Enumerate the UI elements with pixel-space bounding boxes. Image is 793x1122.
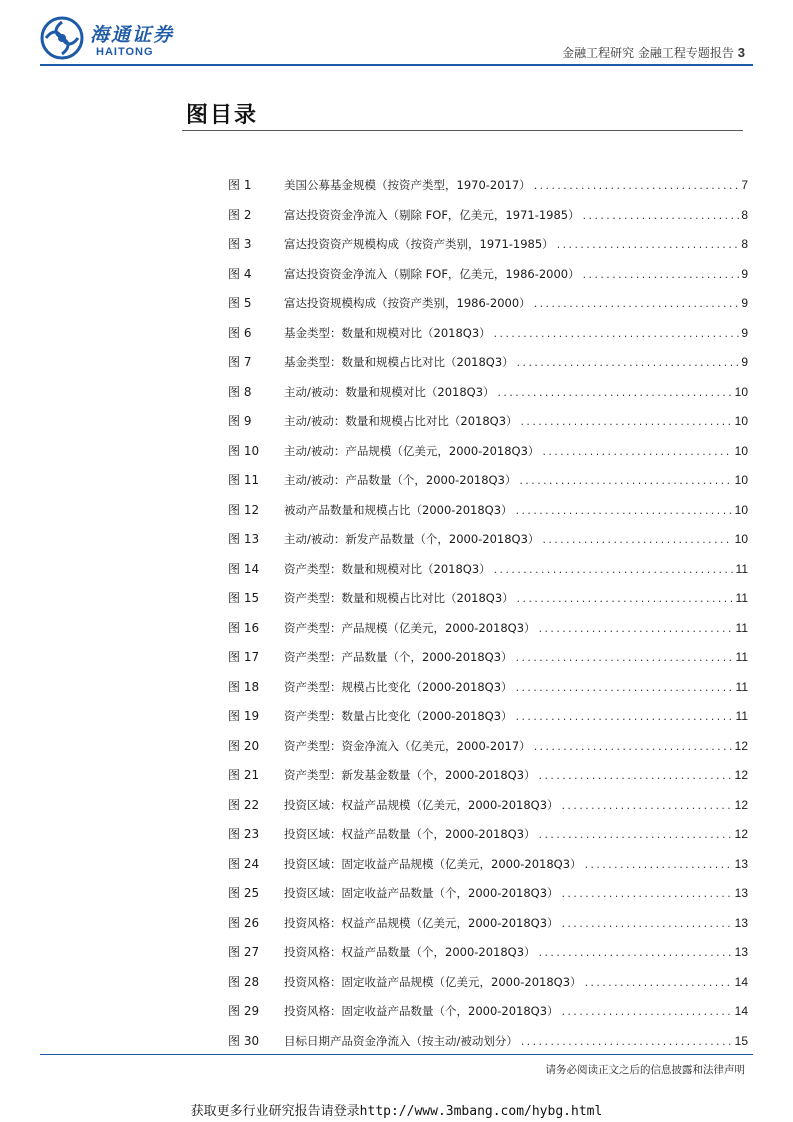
toc-dot-leader bbox=[538, 625, 734, 635]
toc-dot-leader bbox=[533, 743, 733, 753]
toc-page-number: 12 bbox=[734, 797, 748, 812]
toc-dot-leader bbox=[497, 389, 733, 399]
toc-entry[interactable] bbox=[228, 442, 748, 472]
toc-dot-leader bbox=[538, 949, 733, 959]
toc-dot-leader bbox=[493, 566, 734, 576]
toc-page-number: 10 bbox=[734, 384, 748, 399]
toc-dot-leader bbox=[561, 802, 733, 812]
toc-figure-title: 投资区域：权益产品规模（亿美元，2000-2018Q3） bbox=[284, 797, 559, 812]
toc-entry[interactable] bbox=[228, 914, 748, 944]
toc-figure-number: 图 25 bbox=[228, 886, 260, 900]
toc-dot-leader bbox=[516, 359, 740, 369]
toc-figure-title: 投资区域：固定收益产品规模（亿美元，2000-2018Q3） bbox=[284, 856, 582, 871]
toc-entry[interactable] bbox=[228, 206, 748, 236]
toc-dot-leader bbox=[538, 831, 733, 841]
toc-entry[interactable] bbox=[228, 796, 748, 826]
toc-figure-title: 资产类型：产品规模（亿美元，2000-2018Q3） bbox=[284, 620, 536, 635]
toc-dot-leader bbox=[541, 448, 732, 458]
toc-page-number: 13 bbox=[734, 886, 748, 900]
toc-figure-number: 图 5 bbox=[228, 296, 252, 310]
toc-figure-title: 投资风格：固定收益产品数量（个，2000-2018Q3） bbox=[284, 1004, 559, 1018]
toc-page-number: 13 bbox=[734, 856, 748, 871]
toc-figure-title: 富达投资规模构成（按资产类别，1986-2000） bbox=[284, 296, 531, 310]
toc-entry[interactable] bbox=[228, 825, 748, 855]
toc-entry[interactable] bbox=[228, 884, 748, 914]
logo-english-name: HAITONG bbox=[96, 46, 154, 58]
toc-entry[interactable] bbox=[228, 265, 748, 295]
toc-entry[interactable] bbox=[228, 294, 748, 324]
toc-figure-number: 图 8 bbox=[228, 384, 252, 399]
toc-page-number: 10 bbox=[734, 502, 748, 517]
toc-dot-leader bbox=[584, 979, 733, 989]
toc-figure-title: 被动产品数量和规模占比（2000-2018Q3） bbox=[284, 502, 513, 517]
header-divider bbox=[40, 64, 753, 66]
toc-figure-number: 图 12 bbox=[228, 502, 260, 517]
download-link-text[interactable]: 获取更多行业研究报告请登录http://www.3mbang.com/hybg.html bbox=[190, 1104, 603, 1119]
toc-figure-number: 图 16 bbox=[228, 620, 260, 635]
toc-figure-title: 主动/被动：产品规模（亿美元，2000-2018Q3） bbox=[284, 443, 540, 458]
toc-dot-leader bbox=[533, 300, 740, 310]
toc-figure-number: 图 18 bbox=[228, 679, 260, 694]
toc-entry[interactable] bbox=[228, 560, 748, 590]
toc-page-number: 14 bbox=[734, 1004, 748, 1018]
toc-figure-title: 资产类型：资金净流入（亿美元，2000-2017） bbox=[284, 738, 531, 753]
toc-figure-number: 图 10 bbox=[228, 443, 260, 458]
toc-dot-leader bbox=[515, 713, 734, 723]
toc-page-number: 11 bbox=[735, 620, 748, 635]
toc-entry[interactable] bbox=[228, 619, 748, 649]
toc-page-number: 12 bbox=[734, 827, 748, 841]
toc-dot-leader bbox=[533, 182, 740, 192]
toc-dot-leader bbox=[516, 595, 734, 605]
toc-figure-number: 图 17 bbox=[228, 650, 260, 664]
toc-page-number: 10 bbox=[734, 473, 748, 487]
toc-figure-number: 图 6 bbox=[228, 325, 252, 340]
running-header bbox=[562, 44, 745, 61]
toc-page-number: 8 bbox=[741, 207, 748, 222]
toc-figure-title: 目标日期产品资金净流入（按主动/被动划分） bbox=[284, 1033, 518, 1048]
toc-figure-title: 投资区域：权益产品数量（个，2000-2018Q3） bbox=[284, 827, 536, 841]
toc-figure-number: 图 2 bbox=[228, 207, 252, 222]
toc-figure-title: 主动/被动：新发产品数量（个，2000-2018Q3） bbox=[284, 532, 540, 546]
toc-figure-number: 图 24 bbox=[228, 856, 260, 871]
toc-figure-title: 主动/被动：产品数量（个，2000-2018Q3） bbox=[284, 473, 517, 487]
toc-page-number: 11 bbox=[735, 709, 748, 723]
toc-figure-title: 美国公募基金规模（按资产类型，1970-2017） bbox=[284, 178, 531, 192]
toc-figure-number: 图 11 bbox=[228, 473, 260, 487]
toc-entry[interactable] bbox=[228, 176, 748, 206]
toc-figure-number: 图 14 bbox=[228, 561, 260, 576]
toc-page-number: 11 bbox=[735, 561, 748, 576]
toc-entry[interactable] bbox=[228, 737, 748, 767]
toc-figure-number: 图 30 bbox=[228, 1033, 260, 1048]
page-title: 图目录 bbox=[186, 103, 259, 128]
toc-dot-leader bbox=[493, 330, 740, 340]
toc-figure-title: 基金类型：数量和规模对比（2018Q3） bbox=[284, 325, 491, 340]
toc-entry[interactable] bbox=[228, 1032, 748, 1062]
toc-entry[interactable] bbox=[228, 766, 748, 796]
toc-page-number: 10 bbox=[734, 443, 748, 458]
toc-figure-number: 图 21 bbox=[228, 768, 260, 782]
haitong-emblem-icon bbox=[40, 16, 84, 60]
header-report-type: 金融工程专题报告 bbox=[637, 46, 734, 60]
toc-figure-number: 图 7 bbox=[228, 355, 252, 369]
toc-figure-title: 资产类型：规模占比变化（2000-2018Q3） bbox=[284, 679, 513, 694]
toc-figure-number: 图 28 bbox=[228, 974, 260, 989]
toc-figure-title: 基金类型：数量和规模占比对比（2018Q3） bbox=[284, 355, 514, 369]
toc-page-number: 11 bbox=[735, 650, 748, 664]
toc-figure-number: 图 15 bbox=[228, 591, 260, 605]
toc-page-number: 7 bbox=[741, 178, 748, 192]
toc-entry[interactable] bbox=[228, 707, 748, 737]
toc-dot-leader bbox=[518, 477, 732, 487]
toc-figure-number: 图 9 bbox=[228, 414, 252, 428]
toc-dot-leader bbox=[582, 271, 740, 281]
toc-dot-leader bbox=[520, 418, 733, 428]
toc-figure-title: 富达投资资金净流入（剔除 FOF，亿美元，1971-1985） bbox=[284, 207, 580, 222]
toc-figure-title: 投资区域：固定收益产品数量（个，2000-2018Q3） bbox=[284, 886, 559, 900]
toc-figure-number: 图 20 bbox=[228, 738, 260, 753]
toc-page-number: 12 bbox=[734, 738, 748, 753]
toc-dot-leader bbox=[561, 920, 733, 930]
toc-page-number: 13 bbox=[734, 915, 748, 930]
toc-dot-leader bbox=[541, 536, 732, 546]
toc-dot-leader bbox=[556, 241, 740, 251]
toc-page-number: 9 bbox=[741, 355, 748, 369]
figure-list bbox=[228, 176, 748, 1061]
toc-entry[interactable] bbox=[228, 648, 748, 678]
toc-entry[interactable] bbox=[228, 324, 748, 354]
toc-dot-leader bbox=[515, 684, 734, 694]
toc-figure-title: 资产类型：数量占比变化（2000-2018Q3） bbox=[284, 709, 513, 723]
toc-page-number: 11 bbox=[735, 591, 748, 605]
toc-figure-title: 投资风格：权益产品规模（亿美元，2000-2018Q3） bbox=[284, 915, 559, 930]
toc-page-number: 12 bbox=[734, 768, 748, 782]
toc-entry[interactable] bbox=[228, 855, 748, 885]
toc-page-number: 11 bbox=[735, 679, 748, 694]
toc-dot-leader bbox=[538, 772, 733, 782]
toc-figure-number: 图 4 bbox=[228, 266, 252, 281]
toc-dot-leader bbox=[515, 507, 733, 517]
toc-dot-leader bbox=[561, 890, 733, 900]
toc-entry[interactable] bbox=[228, 412, 748, 442]
toc-figure-number: 图 23 bbox=[228, 827, 260, 841]
toc-figure-title: 富达投资资产规模构成（按资产类别，1971-1985） bbox=[284, 237, 554, 251]
toc-entry[interactable] bbox=[228, 353, 748, 383]
toc-entry[interactable] bbox=[228, 973, 748, 1003]
footer-divider bbox=[40, 1054, 753, 1055]
toc-entry[interactable] bbox=[228, 1002, 748, 1032]
toc-entry[interactable] bbox=[228, 471, 748, 501]
toc-dot-leader bbox=[561, 1008, 733, 1018]
toc-entry[interactable] bbox=[228, 589, 748, 619]
toc-entry[interactable] bbox=[228, 383, 748, 413]
toc-figure-title: 资产类型：数量和规模占比对比（2018Q3） bbox=[284, 591, 514, 605]
toc-figure-number: 图 27 bbox=[228, 945, 260, 959]
disclaimer-note: 请务必阅读正文之后的信息披露和法律声明 bbox=[545, 1064, 745, 1076]
toc-page-number: 9 bbox=[741, 296, 748, 310]
logo-chinese-name: 海通证券 bbox=[90, 24, 175, 46]
toc-page-number: 14 bbox=[734, 974, 748, 989]
toc-figure-number: 图 19 bbox=[228, 709, 260, 723]
toc-figure-title: 主动/被动：数量和规模占比对比（2018Q3） bbox=[284, 414, 518, 428]
toc-dot-leader bbox=[582, 212, 740, 222]
toc-dot-leader bbox=[584, 861, 733, 871]
title-underline bbox=[182, 130, 743, 131]
toc-figure-number: 图 13 bbox=[228, 532, 260, 546]
toc-figure-title: 主动/被动：数量和规模对比（2018Q3） bbox=[284, 384, 495, 399]
toc-page-number: 13 bbox=[734, 945, 748, 959]
haitong-logo bbox=[40, 16, 190, 64]
toc-figure-title: 富达投资资金净流入（剔除 FOF，亿美元，1986-2000） bbox=[284, 266, 580, 281]
toc-page-number: 9 bbox=[741, 266, 748, 281]
header-category: 金融工程研究 bbox=[562, 46, 635, 60]
toc-entry[interactable] bbox=[228, 678, 748, 708]
toc-page-number: 15 bbox=[734, 1033, 748, 1048]
toc-figure-number: 图 29 bbox=[228, 1004, 260, 1018]
page-number: 3 bbox=[737, 45, 745, 60]
toc-entry[interactable] bbox=[228, 943, 748, 973]
toc-figure-number: 图 22 bbox=[228, 797, 260, 812]
toc-page-number: 8 bbox=[741, 237, 748, 251]
toc-entry[interactable] bbox=[228, 501, 748, 531]
toc-figure-title: 投资风格：权益产品数量（个，2000-2018Q3） bbox=[284, 945, 536, 959]
toc-figure-number: 图 3 bbox=[228, 237, 252, 251]
toc-figure-title: 资产类型：新发基金数量（个，2000-2018Q3） bbox=[284, 768, 536, 782]
toc-figure-title: 投资风格：固定收益产品规模（亿美元，2000-2018Q3） bbox=[284, 974, 582, 989]
toc-figure-number: 图 1 bbox=[228, 178, 252, 192]
toc-entry[interactable] bbox=[228, 530, 748, 560]
toc-figure-title: 资产类型：数量和规模对比（2018Q3） bbox=[284, 561, 491, 576]
toc-page-number: 10 bbox=[734, 414, 748, 428]
toc-dot-leader bbox=[520, 1038, 733, 1048]
toc-page-number: 9 bbox=[741, 325, 748, 340]
toc-dot-leader bbox=[515, 654, 734, 664]
toc-figure-number: 图 26 bbox=[228, 915, 260, 930]
toc-page-number: 10 bbox=[734, 532, 748, 546]
toc-figure-title: 资产类型：产品数量（个，2000-2018Q3） bbox=[284, 650, 513, 664]
toc-entry[interactable] bbox=[228, 235, 748, 265]
